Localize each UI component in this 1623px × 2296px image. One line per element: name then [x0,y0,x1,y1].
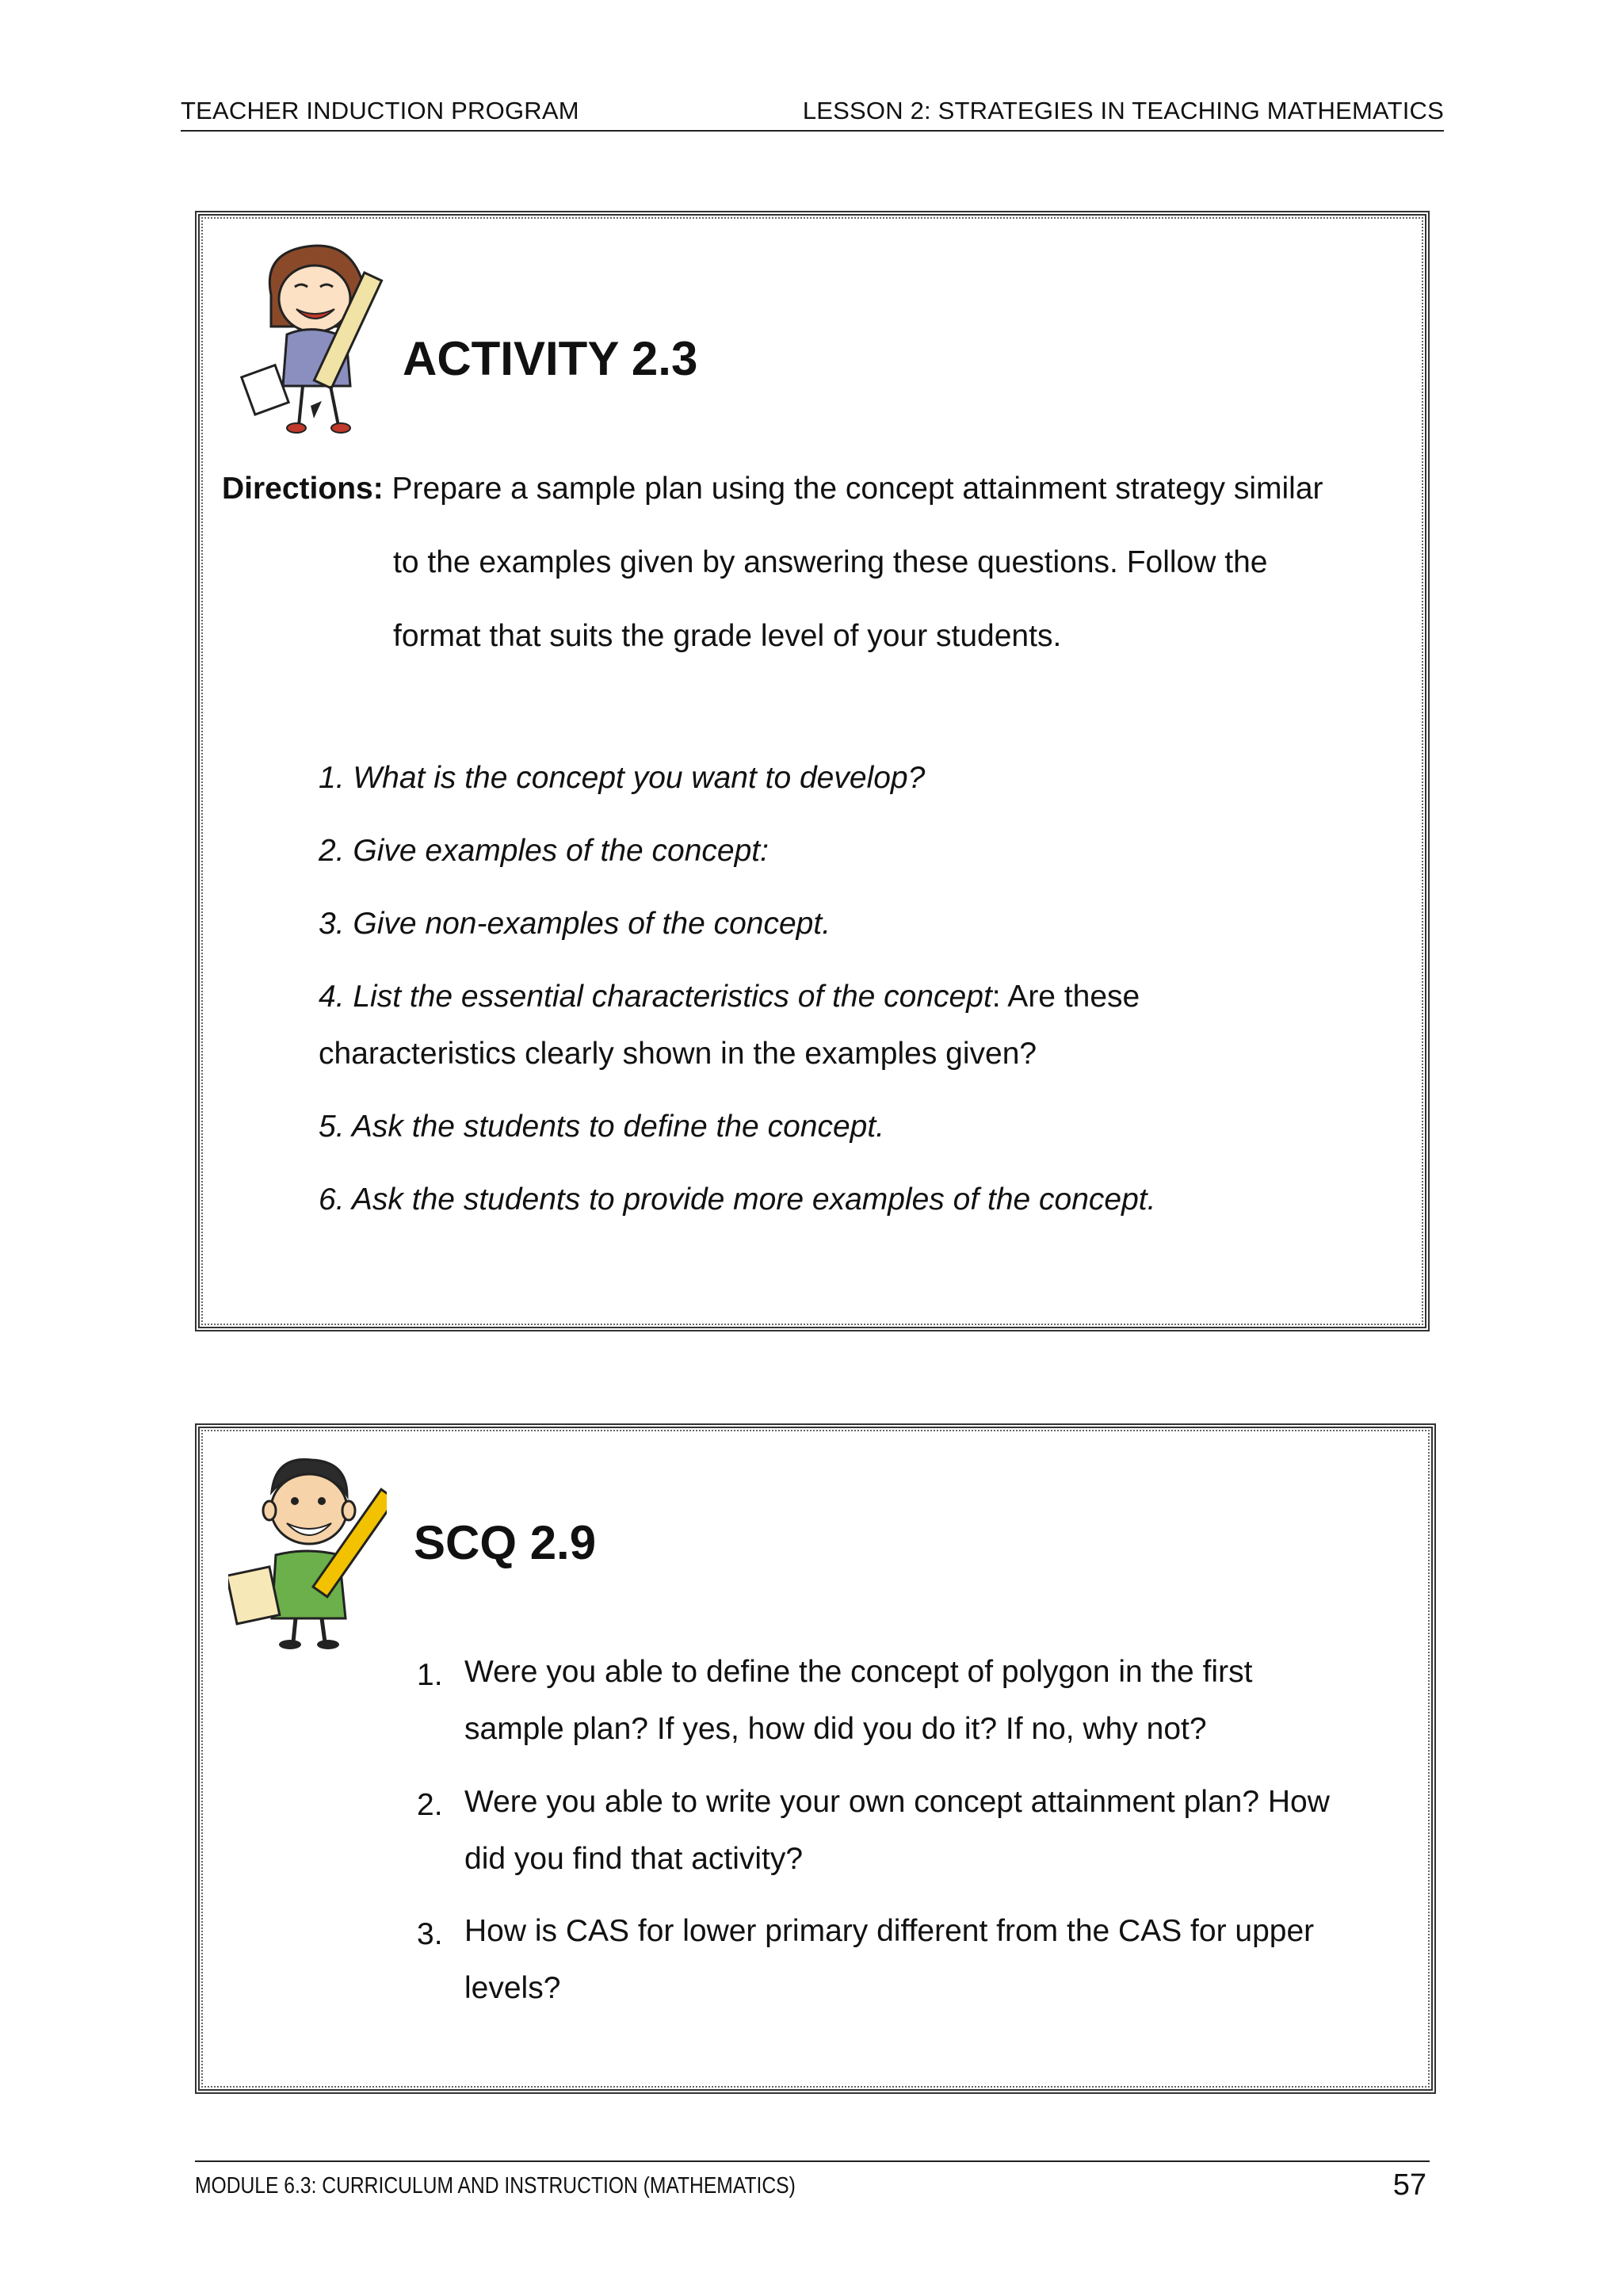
scq-item-2-line-2: did you find that activity? [464,1842,804,1876]
directions-line-1 [222,452,1411,525]
scq-item-1-line-2: sample plan? If yes, how did you do it? If no, why not? [464,1712,1207,1746]
footer-module: MODULE 6.3: CURRICULUM AND INSTRUCTION (MATHEMATICS) [195,2173,796,2199]
activity-title: ACTIVITY 2.3 [403,332,698,385]
scq-item-2-line-1: Were you able to write your own concept attainment plan? How [464,1785,1330,1819]
question-4-italic: 4. List the essential characteristics of the concept [319,980,992,1014]
activity-box [195,211,1430,1331]
question-6: 6. Ask the students to provide more examples of the concept. [319,1182,1156,1217]
scq-item-1 [417,1655,1407,1785]
scq-item-1-line-1: Were you able to define the concept of polygon in the first [464,1655,1253,1689]
woman-with-pencil-icon [239,239,398,441]
question-1: 1. What is the concept you want to develop? [319,761,926,795]
directions-label: Directions: [222,472,384,506]
scq-title: SCQ 2.9 [414,1516,597,1569]
header-program: TEACHER INDUCTION PROGRAM [181,97,579,124]
question-4-line-2: characteristics clearly shown in the examples given? [319,1037,1037,1071]
page-number: 57 [1392,2168,1426,2202]
scq-item-2-number: 2. [417,1788,443,1822]
scq-item-3-text [464,1903,1415,2017]
man-with-pencil-icon [228,1452,387,1654]
scq-item-1-text [464,1644,1415,1758]
question-4 [319,980,1140,1014]
scq-item-2 [417,1785,1407,1915]
scq-item-1-number: 1. [417,1658,443,1692]
question-2: 2. Give examples of the concept: [319,834,769,868]
page-footer [195,2160,1430,2200]
scq-item-3 [417,1914,1407,2044]
question-4-rest: : Are these [991,980,1140,1014]
question-3: 3. Give non-examples of the concept. [319,907,831,941]
directions-text-1: Prepare a sample plan using the concept attainment strategy similar [391,472,1323,506]
page-header [181,94,1444,132]
scq-box [195,1423,1436,2094]
question-5: 5. Ask the students to define the concept. [319,1110,885,1144]
scq-item-3-number: 3. [417,1917,443,1951]
directions-line-3: format that suits the grade level of your students. [393,619,1062,653]
scq-item-2-text [464,1774,1415,1888]
directions-line-2: to the examples given by answering these questions. Follow the [393,545,1268,579]
header-lesson: LESSON 2: STRATEGIES IN TEACHING MATHEMATICS [802,97,1444,124]
scq-item-3-line-2: levels? [464,1971,561,2005]
scq-item-3-line-1: How is CAS for lower primary different from the CAS for upper [464,1914,1315,1948]
